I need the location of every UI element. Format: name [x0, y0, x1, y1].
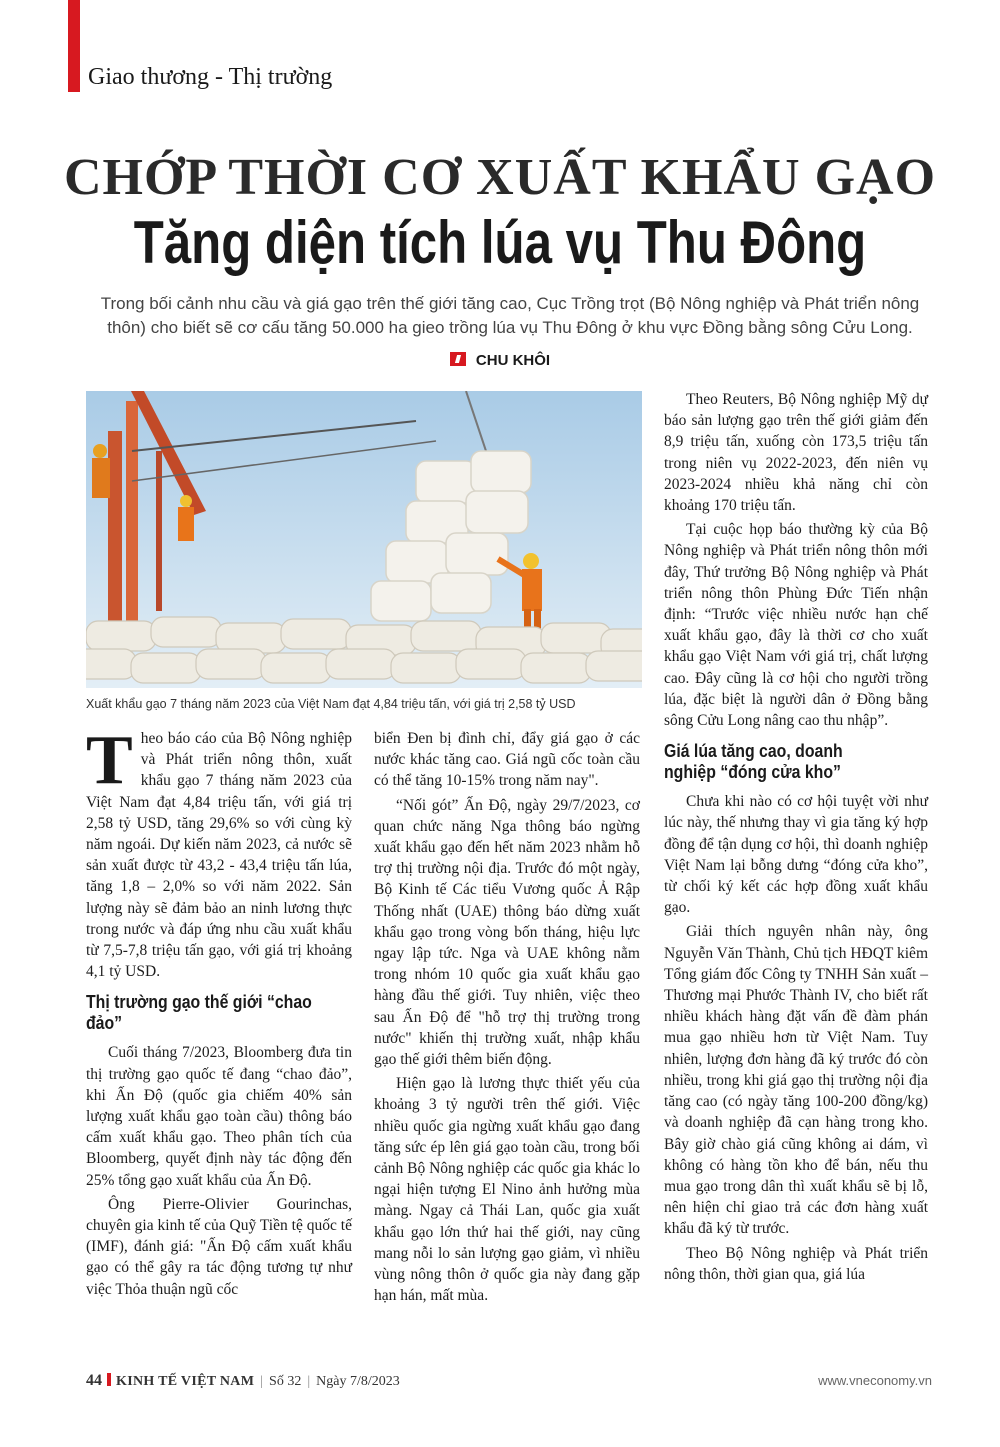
article-lede: Trong bối cảnh nhu cầu và giá gạo trên thế giới tăng cao, Cục Trồng trọt (Bộ Nông nghiệp và Phát triển nông thôn) cho biết sẽ cơ cấu tăng 50.000 ha gieo trồng lúa vụ Thu Đông ở khu vực Đồng bằng sông Cửu Long.	[100, 294, 920, 337]
byline	[0, 352, 1000, 369]
paragraph: Theo Bộ Nông nghiệp và Phát triển nông thôn, thời gian qua, giá lúa	[664, 1244, 928, 1283]
section-accent-bar	[68, 0, 80, 92]
paragraph: Hiện gạo là lương thực thiết yếu của khoảng 3 tỷ người trên thế giới. Việc nhiều quốc gia ngừng xuất khẩu gạo đang tăng sức ép lên giá gạo toàn cầu, trong bối cảnh Bộ Nông nghiệp các quốc gia khác lo ngại hiện tượng El Nino ảnh hưởng mùa màng. Ngay cả Thái Lan, quốc gia xuất khẩu gạo lớn thứ hai thế giới, nay cũng mang nỗi lo sản lượng gạo giảm, vì nhiều vùng nông thôn ở quốc gia này đang gặp hạn hán, mất mùa.	[374, 1075, 640, 1305]
subheading-rice-price: Giá lúa tăng cao, doanh nghiệp “đóng cửa kho”	[664, 741, 843, 783]
headline-main: Tăng diện tích lúa vụ Thu Đông	[133, 209, 867, 276]
page-number: 44	[86, 1372, 102, 1389]
paragraph: “Nối gót” Ấn Độ, ngày 29/7/2023, cơ quan chức năng Nga thông báo ngừng xuất khẩu gạo đến hết năm 2023 nhằm hỗ trợ thị trường nội địa. Trước đó một ngày, Bộ Kinh tế Các tiểu Vương quốc Ả Rập Thống nhất (UAE) thông báo dừng xuất khẩu gạo trong vòng bốn tháng, hiệu lực ngay lập tức. Nga và UAE không nằm trong nhóm 10 quốc gia xuất khẩu gạo hàng đầu thế giới. Tuy nhiên, việc theo sau Ấn Độ để "hỗ trợ thị trường trong nước" khiến thị trường xuất, nhập khẩu gạo thế giới thêm biến động.	[374, 796, 640, 1069]
paragraph: Theo Reuters, Bộ Nông nghiệp Mỹ dự báo sản lượng gạo trên thế giới giảm đến 8,9 triệu tấn, xuống còn 173,5 triệu tấn trong niên vụ 2022-2023, đến niên vụ 2023-2024 nhiều khả năng chỉ còn khoảng 170 triệu tấn.	[664, 391, 928, 515]
article-column-2	[374, 728, 640, 1309]
photo-caption: Xuất khẩu gạo 7 tháng năm 2023 của Việt Nam đạt 4,84 triệu tấn, với giá trị 2,58 tỷ USD	[86, 697, 576, 711]
issue-date: Ngày 7/8/2023	[316, 1374, 400, 1389]
magazine-name: KINH TẾ VIỆT NAM	[116, 1374, 255, 1389]
paragraph: Cuối tháng 7/2023, Bloomberg đưa tin thị trường gạo quốc tế đang “chao đảo”, khi Ấn Độ (quốc gia chiếm 40% sản lượng xuất khẩu gạo toàn cầu) thông báo cấm xuất khẩu gạo. Theo phân tích của Bloomberg, quyết định này tác động đến 25% tổng gạo xuất khẩu của Ấn Độ.	[86, 1044, 352, 1189]
footer-accent-bar	[107, 1373, 111, 1386]
article-column-3	[664, 389, 928, 1288]
footer-separator: |	[307, 1374, 311, 1389]
paragraph: biển Đen bị đình chỉ, đẩy giá gạo ở các nước khác tăng cao. Giá ngũ cốc toàn cầu có thể tăng 10-15% trong năm nay".	[374, 730, 640, 790]
paragraph-intro	[86, 722, 352, 982]
paragraph: Tại cuộc họp báo thường kỳ của Bộ Nông nghiệp và Phát triển nông thôn mới đây, Thứ trưởng Bộ Nông nghiệp và Phát triển nông thôn Phùng Đức Tiến nhận định: “Trước việc nhiều nước hạn chế xuất khẩu gạo, đây là thời cơ cho xuất khẩu gạo Việt Nam với giá trị, chất lượng cao. Đây cũng là cơ hội cho người trồng lúa, đặc biệt là người dân ở Đồng bằng sông Cửu Long nâng cao thu nhập”.	[664, 521, 928, 730]
subheading-world-market: Thị trường gạo thế giới “chao đảo”	[86, 992, 312, 1034]
issue-number: Số 32	[269, 1374, 302, 1389]
paragraph: Ông Pierre-Olivier Gourinchas, chuyên gia kinh tế của Quỹ Tiền tệ quốc tế (IMF), đánh giá: "Ấn Độ cấm xuất khẩu gạo có thể gây ra tác động tương tự như việc Thỏa thuận ngũ cốc	[86, 1195, 352, 1298]
rice-export-photo	[86, 391, 642, 688]
headline-kicker: CHỚP THỜI CƠ XUẤT KHẨU GẠO	[63, 149, 937, 206]
footer-separator: |	[260, 1374, 264, 1389]
page-footer	[86, 1372, 932, 1394]
author-icon	[450, 352, 466, 366]
author-name: CHU KHÔI	[475, 352, 551, 369]
paragraph: Giải thích nguyên nhân này, ông Nguyễn Văn Thành, Chủ tịch HĐQT kiêm Tổng giám đốc Công ty TNHH Sản xuất – Thương mại Phước Thành IV, cho biết rất nhiều khách hàng đặt vấn đề đàm phán mua gạo nhiều hơn từ Việt Nam. Tuy nhiên, lượng đơn hàng đã ký trước đó còn nhiều, trong khi giá gạo thị trường nội địa tăng cao (có ngày tăng 100-200 đồng/kg) và doanh nghiệp đã cạn hàng trong kho. Bây giờ chào giá cũng không ai dám, vì không có hàng tồn kho để bán, nếu thu mua gạo trong dân thì xuất khẩu sẽ bị lỗ, nên hiện chỉ giao trả các đơn hàng xuất khẩu đã ký từ trước.	[664, 923, 928, 1238]
drop-cap: T	[86, 722, 133, 799]
paragraph: Chưa khi nào có cơ hội tuyệt vời như lúc này, thế nhưng thay vì gia tăng ký hợp đồng để tận dụng cơ hội, thì doanh nghiệp Việt Nam lại bỗng dưng “đóng cửa kho”, từ chối ký kết các hợp đồng xuất khẩu gạo.	[664, 793, 928, 917]
section-label: Giao thương - Thị trường	[88, 64, 333, 90]
article-photo	[86, 391, 642, 688]
website-link[interactable]: www.vneconomy.vn	[818, 1373, 932, 1388]
article-column-1	[86, 722, 352, 1303]
paragraph-intro-text: heo báo cáo của Bộ Nông nghiệp và Phát triển nông thôn, xuất khẩu gạo 7 tháng năm 2023 của Việt Nam đạt 4,84 triệu tấn, với giá trị 2,58 tỷ USD, tăng 29,6% so với cùng kỳ năm ngoái. Dự kiến năm 2023, cả nước sẽ sản xuất được từ 43,2 - 43,4 triệu tấn lúa, tăng 1,8 – 2,0% so với năm 2022. Sản lượng này sẽ đảm bảo an ninh lương thực trong nước và đáp ứng nhu cầu xuất khẩu từ 7,5-7,8 triệu tấn gạo, với giá trị khoảng 4,1 tỷ USD.	[86, 730, 352, 981]
